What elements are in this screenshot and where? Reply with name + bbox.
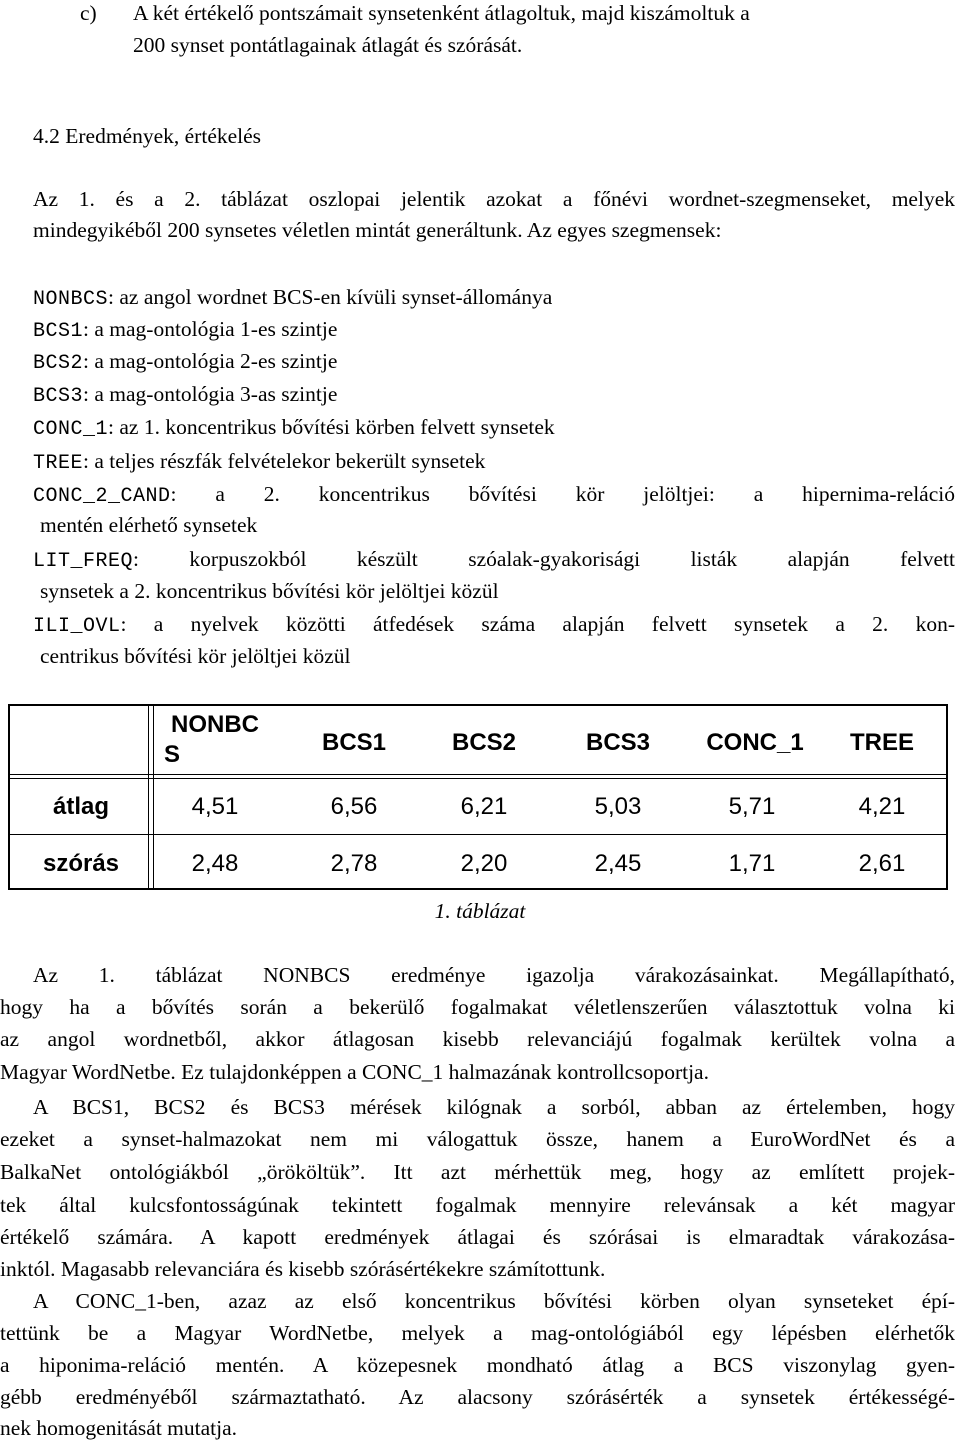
intro-line-2: 200 synset pontátlagainak átlagát és szórását.	[133, 33, 523, 57]
header-line: S	[164, 741, 181, 768]
table-header-cell: BCS3	[585, 729, 651, 756]
table-cell: 6,56	[330, 793, 378, 820]
definition-item	[33, 282, 552, 315]
paragraph-line: Az 1. táblázat NONBCS eredménye igazolja várakozásainkat. Megállapítható,	[33, 963, 955, 987]
paragraph-line: az angol wordnetből, akkor átlagosan kisebb relevanciájú fogalmak kerültek volna a	[0, 1027, 955, 1051]
definition-item	[33, 609, 955, 642]
definition-text: : korpuszokból készült szóalak-gyakorisági listák alapján felvett	[133, 547, 955, 571]
definition-term: NONBCS	[33, 288, 109, 311]
paragraph-line: inktól. Magasabb relevanciára és kisebb szórásértékekre számítottunk.	[0, 1257, 606, 1281]
section-heading: 4.2 Eredmények, értékelés	[33, 124, 262, 148]
paragraph-line: A BCS1, BCS2 és BCS3 mérések kilógnak a sorból, abban az értelemben, hogy	[33, 1095, 955, 1119]
definition-term: CONC_1	[33, 418, 109, 441]
definition-term: BCS2	[33, 352, 84, 375]
definition-text: : a mag-ontológia 3-as szintje	[83, 382, 338, 406]
paragraph-line: BalkaNet ontológiákból „örököltük”. Itt azt mérhettük meg, hogy az említett projek-	[0, 1160, 955, 1184]
table-caption: 1. táblázat	[434, 899, 526, 923]
definition-continuation: mentén elérhető synsetek	[40, 513, 258, 537]
paragraph-line: értékelő számára. A kapott eredmények átlagai és szórásai is elmaradtak várakozása-	[0, 1225, 955, 1249]
definition-term: ILI_OVL	[33, 615, 121, 638]
definition-item	[33, 314, 337, 347]
paragraph-line: ezeket a synset-halmazokat nem mi válogattuk össze, hanem a EuroWordNet és a	[0, 1127, 955, 1151]
paragraph-line: Magyar WordNetbe. Ez tulajdonképpen a CONC_1 halmazának kontrollcsoportja.	[0, 1060, 709, 1084]
definition-text: : a mag-ontológia 2-es szintje	[83, 349, 338, 373]
definition-term: BCS3	[33, 385, 84, 408]
table-row-label: szórás	[42, 850, 120, 877]
paragraph-line: mindegyikéből 200 synsetes véletlen mintát generáltunk. Az egyes szegmensek:	[33, 218, 722, 242]
table-header-cell	[156, 710, 274, 770]
paragraph-line: tettünk be a Magyar WordNetbe, melyek a mag-ontológiából egy lépésben elérhetők	[0, 1321, 955, 1345]
table-cell: 2,78	[330, 850, 378, 877]
table-cell: 5,03	[594, 793, 642, 820]
table-cell: 4,51	[191, 793, 239, 820]
definition-term: TREE	[33, 452, 84, 475]
definition-term: BCS1	[33, 320, 84, 343]
definition-text: : a nyelvek közötti átfedések száma alapján felvett synsetek a 2. kon-	[120, 612, 955, 636]
table-header-cell: BCS1	[321, 729, 387, 756]
table-cell: 6,21	[460, 793, 508, 820]
results-table	[8, 704, 948, 890]
paragraph-line: a hiponima-reláció mentén. A közepesnek mondható átlag a BCS viszonylag gyen-	[0, 1353, 955, 1377]
definition-item	[33, 544, 955, 577]
paragraph-line: tek által kulcsfontosságúnak tekintett fogalmak mennyire relevánsak a két magyar	[0, 1193, 955, 1217]
definition-item	[33, 479, 955, 512]
table-column-divider	[148, 706, 154, 888]
table-cell: 5,71	[728, 793, 776, 820]
definition-term: LIT_FREQ	[33, 550, 134, 573]
paragraph-line: nek homogenitását mutatja.	[0, 1416, 238, 1440]
definition-item	[33, 446, 485, 479]
definition-text: : az angol wordnet BCS-en kívüli synset-állománya	[108, 285, 553, 309]
table-cell: 2,48	[191, 850, 239, 877]
definition-term: CONC_2_CAND	[33, 485, 171, 508]
paragraph-line: hogy ha a bővítés során a bekerülő fogalmakat véletlenszerűen választottuk volna ki	[0, 995, 955, 1019]
table-cell: 2,45	[594, 850, 642, 877]
definition-text: : a 2. koncentrikus bővítési kör jelöltjei: a hipernima-reláció	[170, 482, 955, 506]
table-cell: 4,21	[858, 793, 906, 820]
definition-item	[33, 379, 337, 412]
header-line: NONBC	[171, 711, 259, 738]
definition-item	[33, 346, 337, 379]
table-cell: 2,61	[858, 850, 906, 877]
definition-text: : a mag-ontológia 1-es szintje	[83, 317, 338, 341]
definition-continuation: synsetek a 2. koncentrikus bővítési kör jelöltjei közül	[40, 579, 499, 603]
definition-item	[33, 412, 555, 445]
table-header-cell: CONC_1	[706, 729, 804, 756]
definition-text: : a teljes részfák felvételekor bekerült synsetek	[83, 449, 486, 473]
table-header-cell: TREE	[849, 729, 914, 756]
paragraph-line: Az 1. és a 2. táblázat oszlopai jelentik azokat a főnévi wordnet-szegmenseket, melyek	[33, 187, 955, 211]
table-header-cell: BCS2	[451, 729, 517, 756]
intro-line-1: A két értékelő pontszámait synsetenként átlagoltuk, majd kiszámoltuk a	[133, 1, 750, 25]
table-cell: 2,20	[460, 850, 508, 877]
list-marker: c)	[80, 1, 97, 25]
definition-text: : az 1. koncentrikus bővítési körben felvett synsetek	[108, 415, 555, 439]
table-row-label: átlag	[52, 793, 109, 820]
definition-continuation: centrikus bővítési kör jelöltjei közül	[40, 644, 351, 668]
paragraph-line: gébb eredményéből származtatható. Az alacsony szórásérték a synsetek értékességé-	[0, 1385, 955, 1409]
paragraph-line: A CONC_1-ben, azaz az első koncentrikus bővítési körben olyan synseteket épí-	[33, 1289, 955, 1313]
table-cell: 1,71	[728, 850, 776, 877]
